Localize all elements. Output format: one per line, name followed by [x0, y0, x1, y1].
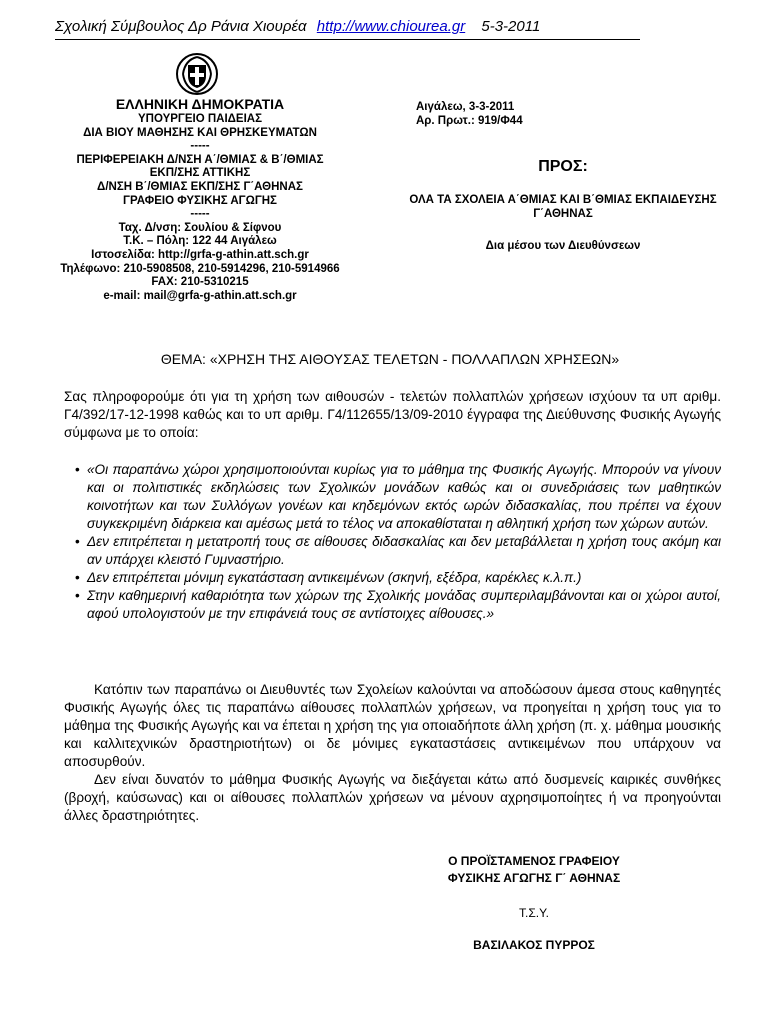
signatory-title: Ο ΠΡΟΪΣΤΑΜΕΝΟΣ ΓΡΑΦΕΙΟΥ [448, 854, 620, 868]
bullet-icon: • [75, 588, 80, 603]
bullet-icon: • [75, 534, 80, 549]
subject-line: ΘΕΜΑ: «ΧΡΗΣΗ ΤΗΣ ΑΙΘΟΥΣΑΣ ΤΕΛΕΤΩΝ - ΠΟΛΛΑΠΛΩΝ ΧΡΗΣΕΩΝ» [160, 351, 620, 367]
intro-paragraph: Σας πληροφορούμε ότι για τη χρήση των αιθουσών - τελετών πολλαπλών χρήσεων ισχύουν τα υπ αριθμ. Γ4/392/17-12-1998 καθώς και το υπ αριθμ. Γ4/112655/13/09-2010 έγγραφα της Διεύθυνσης Φυσικής Αγωγής σύμφωνα με το οποία: [64, 389, 721, 440]
list-item-text: Δεν επιτρέπεται η μετατροπή τους σε αίθουσες διδασκαλίας και δεν μεταβάλλεται η χρήση τους ακόμη και αν υπάρχει κλειστό Γυμναστήριο. [87, 534, 721, 567]
signatory-office: ΦΥΣΙΚΗΣ ΑΓΩΓΗΣ Γ΄ ΑΘΗΝΑΣ [447, 871, 621, 885]
list-item-text: Δεν επιτρέπεται μόνιμη εγκατάσταση αντικειμένων (σκηνή, εξέδρα, καρέκλες κ.λ.π.) [87, 570, 582, 585]
closing-paragraph: Δεν είναι δυνατόν το μάθημα Φυσικής Αγωγής να διεξάγεται κάτω από δυσμενείς καιρικές συνθήκες (βροχή, καύσωνας) και οι αίθουσες πολλαπλών χρήσεων να μένουν αχρησιμοποίητες ή να προηγούνται άλλες δραστηριότητες. [64, 772, 721, 823]
rules-list [75, 461, 721, 623]
signature-mark: Τ.Σ.Υ. [519, 906, 549, 920]
place-date: Αιγάλεω, 3-3-2011 [416, 101, 515, 113]
closing-paragraph: Κατόπιν των παραπάνω οι Διευθυντές των Σχολείων καλούνται να αποδώσουν άμεσα στους καθηγητές Φυσικής Αγωγής όλες τις παραπάνω αίθουσες πολλαπλών χρήσεων, να προηγείται η χρήση τους για το μάθημα της Φυσικής Αγωγής και να έπεται η χρήση της για οποιαδήποτε άλλη χρήση (π. χ. μάθημα μουσικής και καλλιτεχνικών δραστηριοτήτων) οι δε μόνιμες εγκαταστάσεις αντικειμένων που υπάρχουν να αποσυρθούν. [64, 682, 721, 769]
bullet-icon: • [75, 570, 80, 585]
directorate-name: Δ/ΝΣΗ Β΄/ΘΜΙΑΣ ΕΚΠ/ΣΗΣ Γ΄ΑΘΗΝΑΣ [97, 180, 303, 193]
phone-line: Τηλέφωνο: 210-5908508, 210-5914296, 210-5914966 [60, 262, 340, 275]
list-item [75, 569, 721, 587]
list-item [75, 533, 721, 569]
signature-block [384, 853, 684, 954]
recipients [384, 193, 742, 221]
postcode-city: Τ.Κ. – Πόλη: 122 44 Αιγάλεω [123, 235, 277, 248]
ministry-name: ΥΠΟΥΡΓΕΙΟ ΠΑΙΔΕΙΑΣ [137, 113, 262, 125]
regional-directorate: ΠΕΡΙΦΕΡΕΙΑΚΗ Δ/ΝΣΗ Α΄/ΘΜΙΑΣ & Β΄/ΘΜΙΑΣ [76, 153, 324, 166]
separator: ----- [190, 208, 210, 221]
ministry-subtitle: ΔΙΑ ΒΙΟΥ ΜΑΘΗΣΗΣ ΚΑΙ ΘΡΗΣΚΕΥΜΑΤΩΝ [83, 126, 317, 139]
reference-block [416, 100, 523, 128]
recipients-line-2: Γ΄ΑΘΗΝΑΣ [533, 208, 593, 220]
header-website-link[interactable]: http://www.chiourea.gr [316, 18, 466, 35]
recipients-line-1: ΟΛΑ ΤΑ ΣΧΟΛΕΙΑ Α΄ΘΜΙΑΣ ΚΑΙ Β΄ΘΜΙΑΣ ΕΚΠΑΙΔΕΥΣΗΣ [409, 194, 717, 206]
via-directorates: Δια μέσου των Διευθύνσεων [485, 240, 641, 252]
email-line: e-mail: mail@grfa-g-athin.att.sch.gr [103, 289, 297, 302]
signatory-name: ΒΑΣΙΛΑΚΟΣ ΠΥΡΡΟΣ [473, 938, 595, 952]
header-advisor: Σχολική Σύμβουλος Δρ Ράνια Χιουρέα [55, 18, 307, 35]
regional-directorate-cont: ΕΚΠ/ΣΗΣ ΑΤΤΙΚΗΣ [149, 167, 251, 180]
separator: ----- [190, 140, 210, 153]
protocol-number: Αρ. Πρωτ.: 919/Φ44 [416, 115, 523, 127]
header-date: 5-3-2011 [481, 18, 541, 35]
page-header [55, 18, 640, 40]
postal-address: Ταχ. Δ/νση: Σουλίου & Σίφνου [118, 221, 282, 234]
closing-section [64, 681, 721, 825]
greek-emblem-icon [175, 52, 219, 96]
list-item [75, 461, 721, 533]
office-name: ΓΡΑΦΕΙΟ ΦΥΣΙΚΗΣ ΑΓΩΓΗΣ [123, 194, 277, 207]
fax-line: FAX: 210-5310215 [151, 276, 249, 289]
website-line: Ιστοσελίδα: http://grfa-g-athin.att.sch.gr [91, 248, 309, 261]
list-item-text: «Οι παραπάνω χώροι χρησιμοποιούνται κυρίως για το μάθημα της Φυσικής Αγωγής. Μπορούν να γίνουν και οι πολιτιστικές εκδηλώσεις των Σχολικών μονάδων καθώς και οι συνεδριάσεις των μαθητικών κοινοτήτων και των Συλλόγων γονέων και κηδεμόνων εκτός ωρών διδασκαλίας, που πρέπει να έχουν συγκεκριμένη διάρκεια και αμέσως μετά το τέλος να αποκαθίσταται η αθλητική χρήση των χώρων αυτών. [87, 462, 721, 531]
bullet-icon: • [75, 462, 80, 477]
to-label: ΠΡΟΣ: [538, 158, 588, 175]
letterhead [40, 96, 360, 303]
list-item-text: Στην καθημερινή καθαριότητα των χώρων της Σχολικής μονάδας συμπεριλαμβάνονται και οι χώροι αυτοί, αφού υπολογιστούν με την επιφάνειά τους σε αντίστοιχες αίθουσες.» [87, 588, 721, 621]
list-item [75, 587, 721, 623]
country-name: ΕΛΛΗΝΙΚΗ ΔΗΜΟΚΡΑΤΙΑ [115, 96, 285, 112]
